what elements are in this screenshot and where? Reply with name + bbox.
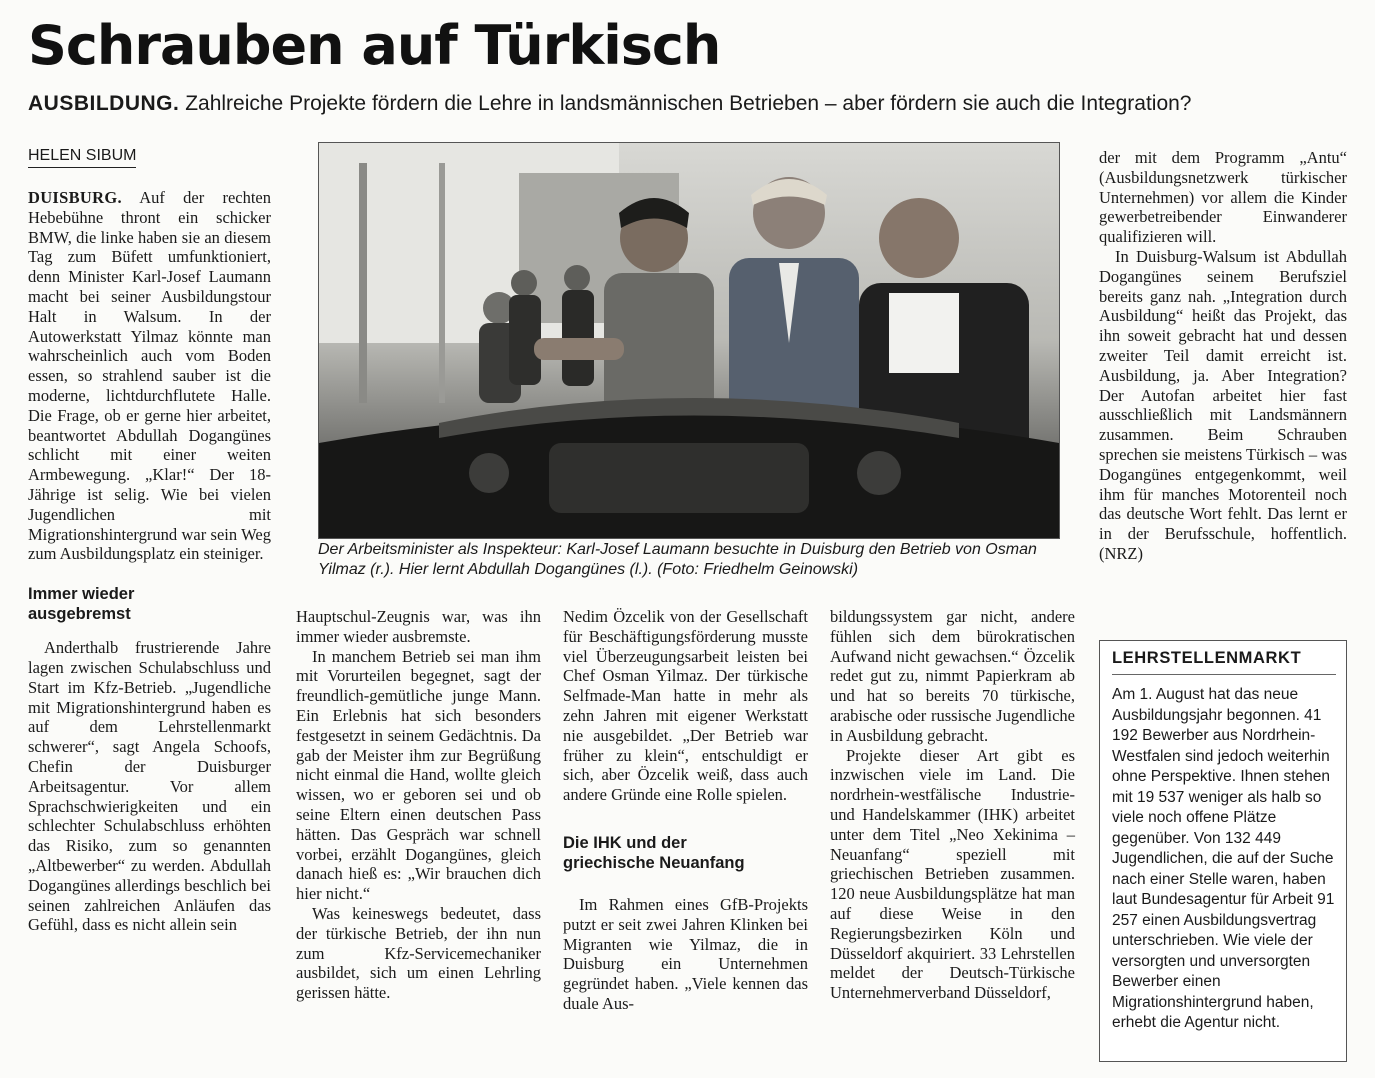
col3-paragraph-2: Im Rahmen eines GfB-Projekts putzt er seit zwei Jahren Klinken bei Migranten wie Yilmaz, die in Duisburg ein Unternehmen gegründet haben. „Viele kennen das duale Aus- bbox=[563, 894, 808, 1013]
column-4 bbox=[830, 607, 1075, 1003]
col4-paragraph-2: Projekte dieser Art gibt es inzwischen viele im Land. Die nordrhein-westfälische Industrie- und Handelskammer (IHK) arbeitet unter dem Titel „Neo Xekinima – Neuanfang“ speziell mit griechischen Betrieben zusammen. 120 neue Ausbildungsplätze hat man auf diese Weise in den Regierungsbezirken Köln und Düsseldorf akquiriert. 33 Lehrstellen meldet der Deutsch-Türkische Unternehmerverband Düsseldorf, bbox=[830, 745, 1075, 1003]
photo-image bbox=[319, 143, 1059, 538]
col3-paragraph-1: Nedim Özcelik von der Gesellschaft für Beschäftigungsförderung musste viel Überzeugungsarbeit leisten bei Chef Osman Yilmaz. Der türkische Selfmade-Man hatte in mehr als zehn Jahren mit eigener Werkstatt nie ausgebildet. „Der Betrieb war früher zu klein“, entschuldigt er sich, aber Özcelik weiß, dass auch andere Gründe eine Rolle spielen. bbox=[563, 607, 808, 805]
col2-paragraph-1: Hauptschul-Zeugnis war, was ihn immer wieder ausbremste. bbox=[296, 607, 541, 646]
byline: HELEN SIBUM bbox=[28, 147, 136, 168]
column-5 bbox=[1099, 148, 1347, 564]
kicker: AUSBILDUNG. bbox=[28, 92, 180, 115]
body-paragraph: Anderthalb frustrierende Jahre lagen zwischen Schulabschluss und Start im Kfz-Betrieb. „Jugendliche mit Migrationshintergrund haben es auf dem Lehrstellenmarkt schwerer“, sagt Angela Schoofs, Chefin der Duisburger Arbeitsagentur. Vor allem Sprachschwierigkeiten und ein schlechter Schulabschluss erhöhten das Risiko, zum so genannten „Altbewerber“ zu werden. Abdullah Dogangünes allerdings beschlich bei seinen zahlreichen Anläufen das Gefühl, dass es nicht allein sein bbox=[28, 638, 271, 935]
subheadline bbox=[28, 92, 1191, 116]
col5-paragraph-1: der mit dem Programm „Antu“ (Ausbildungsnetzwerk türkischer Unternehmen) vor allem die Kinder gewerbetreibender Einwanderer qualifizieren will. bbox=[1099, 148, 1347, 247]
subhead-ausgebremst: Immer wieder ausgebremst bbox=[28, 585, 135, 624]
column-3 bbox=[563, 607, 808, 1014]
col2-paragraph-2: In manchem Betrieb sei man ihm mit Vorurteilen begegnet, sagt der freundlich-gemütliche junge Mann. Ein Erlebnis hat sich besonders festgesetzt in seinem Gedächtnis. Da gab der Meister ihm zur Begrüßung nicht einmal die Hand, wollte gleich wissen, wo er geboren sei und ob seine Eltern einen deutschen Pass hätten. Das Gespräch war schnell vorbei, erzählt Dogangünes, gleich danach hieß es: „Wir brauchen dich hier nicht.“ bbox=[296, 646, 541, 904]
subhead-ihk: Die IHK und der griechische Neuanfang bbox=[563, 833, 745, 872]
intro-paragraph bbox=[28, 188, 271, 564]
infobox-lehrstellenmarkt bbox=[1099, 640, 1347, 1062]
infobox-title: LEHRSTELLENMARKT bbox=[1112, 649, 1336, 675]
col5-paragraph-2: In Duisburg-Walsum ist Abdullah Dogangünes seinem Berufsziel bereits ganz nah. „Integration durch Ausbildung“ heißt das Projekt, das ihn soweit gebracht hat und dessen zweiter Teil damit erreicht ist. Ausbildung, ja. Aber Integration? Der Autofan arbeitet hier fast ausschließlich mit Landsmännern zusammen. Beim Schrauben sprechen sie meistens Türkisch – was Dogangünes entgegenkommt, weil ihm für manches Motorenteil noch das deutsche Wort fehlt. Das lernt er in der Berufsschule, hoffentlich. (NRZ) bbox=[1099, 246, 1347, 563]
photo-caption: Der Arbeitsminister als Inspekteur: Karl-Josef Laumann besuchte in Duisburg den Betrieb von Osman Yilmaz (r.). Hier lernt Abdullah Dogangünes (l.). (Foto: Friedhelm Geinowski) bbox=[318, 541, 1037, 578]
infobox-text: Am 1. August hat das neue Ausbildungsjahr begonnen. 41 192 Bewerber aus Nordrhein-Westfalen sind jedoch weiterhin ohne Perspektive. Ihnen stehen mit 19 537 weniger als halb so viele noch offene Plätze gegenüber. Von 132 449 Jugendlichen, die auf der Suche nach einer Stelle waren, haben laut Bundesagentur für Arbeit 91 257 einen Ausbildungsvertrag unterschrieben. Wie viele der versorgten und unversorgten Bewerber einen Migrationshintergrund haben, erhebt die Agentur nicht. bbox=[1112, 686, 1335, 1031]
dateline: DUISBURG. bbox=[28, 188, 122, 207]
headline: Schrauben auf Türkisch bbox=[28, 14, 721, 77]
col4-paragraph-1: bildungssystem gar nicht, andere fühlen sich dem bürokratischen Aufwand nicht gewachsen.“ Özcelik redet gut zu, nimmt Papierkram ab und hat so bereits 70 türkische, arabische oder russische Jugendliche in Ausbildung gebracht. bbox=[830, 607, 1075, 745]
column-2 bbox=[296, 607, 541, 1003]
column-1 bbox=[28, 188, 271, 935]
intro-text: Auf der rechten Hebebühne thront ein schicker BMW, die linke haben sie an diesem Tag zum Büfett umfunktioniert, denn Minister Karl-Josef Laumann macht bei seiner Ausbildungstour Halt in Walsum. In der Autowerkstatt Yilmaz könnte man wahrscheinlich auch vom Boden essen, so strahlend sauber ist die moderne, lichtdurchflutete Halle. Die Frage, ob er gerne hier arbeitet, beantwortet Abdullah Dogangünes schlicht mit einer weiten Armbewegung. „Klar!“ Der 18-Jährige ist selig. Wie bei vielen Jugendlichen mit Migrationshintergrund war sein Weg zum Ausbildungsplatz ein steiniger. bbox=[28, 188, 272, 564]
subheadline-text: Zahlreiche Projekte fördern die Lehre in landsmännischen Betrieben – aber fördern sie auch die Integration? bbox=[185, 92, 1192, 115]
article-photo bbox=[318, 142, 1060, 539]
col2-paragraph-3: Was keineswegs bedeutet, dass der türkische Betrieb, der ihn nun zum Kfz-Servicemechaniker ausbildet, sich um einen Lehrling gerissen hätte. bbox=[296, 903, 541, 1003]
